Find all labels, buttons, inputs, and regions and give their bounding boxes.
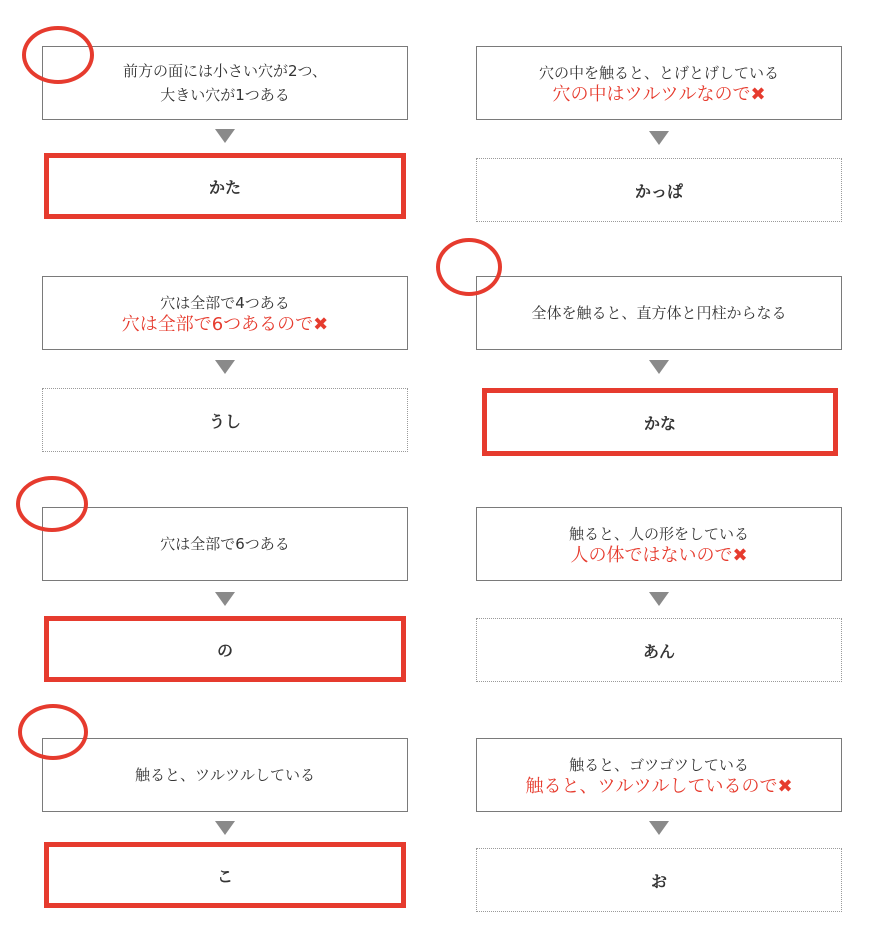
down-arrow-icon [215,592,235,606]
clue-box-left-4 [42,738,408,812]
answer-box-right-4 [476,848,842,912]
clue-text: 穴は全部で4つある [160,294,290,312]
answer-text: お [650,871,667,891]
correct-circle-mark [18,704,88,760]
clue-box-left-3 [42,507,408,581]
clue-box-right-3 [476,507,842,581]
answer-text: かっぱ [634,181,683,201]
down-arrow-icon [215,821,235,835]
clue-box-right-1 [476,46,842,120]
answer-box-left-1 [44,153,406,219]
answer-box-left-2 [42,388,408,452]
answer-text: こ [216,866,233,886]
correct-circle-mark [16,476,88,532]
clue-box-left-2 [42,276,408,350]
answer-box-right-1 [476,158,842,222]
answer-box-right-3 [476,618,842,682]
clue-text-line-1: 前方の面には小さい穴が2つ、 [123,62,327,80]
answer-text: あん [642,641,675,661]
answer-text: かた [208,177,241,197]
down-arrow-icon [649,592,669,606]
clue-box-right-2 [476,276,842,350]
answer-text: かな [643,413,676,433]
clue-text: 触ると、人の形をしている [568,525,749,543]
answer-text: うし [208,411,241,431]
answer-box-left-3 [44,616,406,682]
clue-text: 穴の中を触ると、とげとげしている [538,64,779,82]
clue-box-left-1 [42,46,408,120]
correct-circle-mark [22,26,94,84]
clue-text: 全体を触ると、直方体と円柱からなる [531,304,787,322]
correction-note: 穴の中はツルツルなので✖ [552,84,766,105]
clue-box-right-4 [476,738,842,812]
down-arrow-icon [215,360,235,374]
down-arrow-icon [649,360,669,374]
answer-text: の [216,640,233,660]
correction-note: 穴は全部で6つあるので✖ [121,314,329,335]
correction-note: 人の体ではないので✖ [570,545,748,566]
down-arrow-icon [649,131,669,145]
answer-box-right-2 [482,388,838,456]
down-arrow-icon [215,129,235,143]
clue-text: 触ると、ツルツルしている [134,766,315,784]
correct-circle-mark [436,238,502,296]
answer-box-left-4 [44,842,406,908]
clue-text: 穴は全部で6つある [160,535,290,553]
correction-note: 触ると、ツルツルしているので✖ [525,776,793,797]
clue-text: 触ると、ゴツゴツしている [569,756,749,774]
clue-text-line-2: 大きい穴が1つある [160,86,290,104]
down-arrow-icon [649,821,669,835]
